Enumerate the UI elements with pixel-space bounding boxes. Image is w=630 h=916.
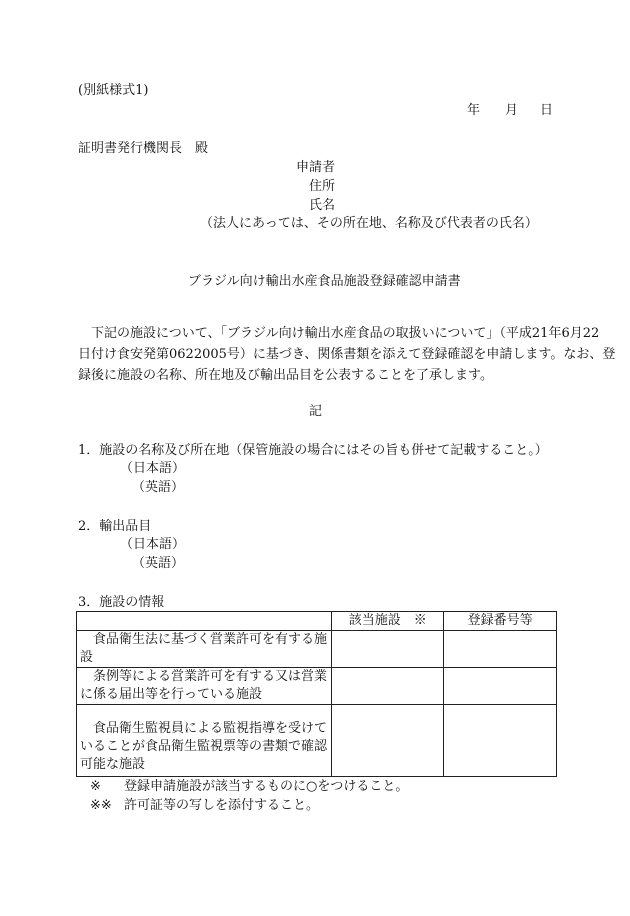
applicant-address: 住所 (309, 179, 336, 194)
row-label: 食品衛生法に基づく営業許可を有する施設 (77, 631, 332, 668)
body-line: 録後に施設の名称、所在地及び輸出品目を公表することを了承します。 (78, 368, 493, 383)
body-line: 下記の施設について、「ブラジル向け輸出水産食品の取扱いについて」（平成21年6月22 (78, 326, 600, 341)
section-1-ja: （日本語） (120, 461, 186, 476)
ki-heading: 記 (309, 404, 323, 419)
note-text: 許可証等の写しを添付すること。 (124, 798, 320, 813)
section-1-en: （英語） (132, 480, 185, 495)
form-label: (別紙様式1) (78, 83, 149, 98)
note-mark: ※※ (90, 798, 112, 813)
applicable-cell[interactable] (332, 705, 444, 777)
registration-number-cell[interactable] (444, 631, 557, 668)
table-header-row (77, 612, 557, 631)
body-line: 日付け食安発第0622005号）に基づき、関係書類を添えて登録確認を申請します。なお、登 (78, 347, 616, 362)
section-2-ja: （日本語） (120, 537, 186, 552)
table-header: 登録番号等 (444, 612, 557, 631)
applicant-label: 申請者 (296, 160, 336, 175)
applicable-cell[interactable] (332, 631, 444, 668)
note-text: 登録申請施設が該当するものに○をつけること。 (124, 779, 409, 794)
row-label: 食品衛生監視員による監視指導を受けていることが食品衛生監視票等の書類で確認可能な施設 (77, 705, 332, 777)
document-title: ブラジル向け輸出水産食品施設登録確認申請書 (188, 274, 461, 289)
applicable-cell[interactable] (332, 668, 444, 705)
registration-number-cell[interactable] (444, 668, 557, 705)
table-row (77, 631, 557, 668)
applicant-note: （法人にあっては、その所在地、名称及び代表者の氏名） (200, 216, 538, 231)
date-day: 日 (540, 103, 554, 118)
section-2-title: 2．輸出品目 (78, 519, 152, 534)
section-2-en: （英語） (132, 556, 185, 571)
row-label: 条例等による営業許可を有する又は営業に係る届出等を行っている施設 (77, 668, 332, 705)
section-1-title: 1．施設の名称及び所在地（保管施設の場合にはその旨も併せて記載すること。） (78, 443, 548, 458)
table-row (77, 705, 557, 777)
facility-info-table (76, 611, 557, 777)
date-month: 月 (505, 103, 519, 118)
table-row (77, 668, 557, 705)
table-header (77, 612, 332, 631)
applicant-name: 氏名 (309, 198, 336, 213)
table-header: 該当施設 ※ (332, 612, 444, 631)
addressee: 証明書発行機関長 殿 (78, 141, 209, 156)
section-3-title: 3．施設の情報 (78, 595, 165, 610)
registration-number-cell[interactable] (444, 705, 557, 777)
note-mark: ※ (90, 779, 101, 794)
date-year: 年 (467, 103, 481, 118)
